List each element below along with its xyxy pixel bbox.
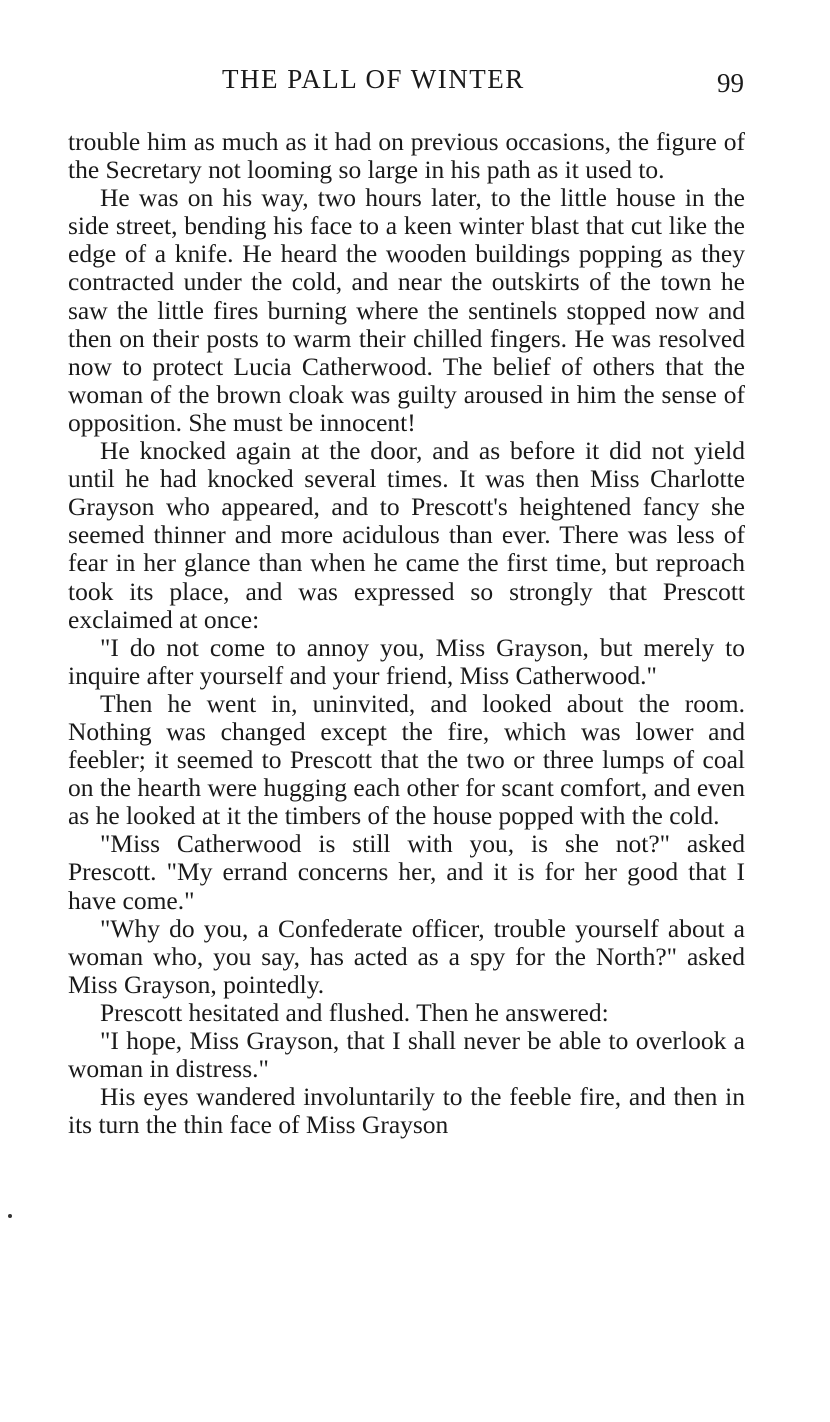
running-title: THE PALL OF WINTER xyxy=(222,64,525,94)
paragraph: "Why do you, a Confederate officer, trouble yourself about a woman who, you say, has acted as a spy for the North?" asked Miss Grayson, pointedly. xyxy=(68,913,745,999)
paragraph: His eyes wandered involuntarily to the feeble fire, and then in its turn the thin face of Miss Grayson xyxy=(68,1082,745,1140)
paragraph: "I hope, Miss Grayson, that I shall never be able to overlook a woman in distress." xyxy=(68,1026,745,1084)
stray-ink-dot xyxy=(8,1214,12,1218)
page-header xyxy=(66,62,746,96)
paragraph: Prescott hesitated and flushed. Then he answered: xyxy=(100,997,609,1027)
paragraph: Then he went in, uninvited, and looked about the room. Nothing was changed except the fire, which was lower and feebler; it seemed to Prescott that the two or three lumps of coal on the hearth were hugging each other for scant comfort, and even as he looked at it the timbers of the house popped with the cold. xyxy=(68,688,745,831)
paragraph: trouble him as much as it had on previous occasions, the figure of the Secretary not looming so large in his path as it used to. xyxy=(68,127,745,185)
page-number: 99 xyxy=(717,68,744,98)
body-text xyxy=(68,128,745,1139)
paragraph: He knocked again at the door, and as before it did not yield until he had knocked several times. It was then Miss Charlotte Grayson who appeared, and to Prescott's heightened fancy she seemed thinner and more acidulous than ever. There was less of fear in her glance than when he came the first time, but reproach took its place, and was expressed so strongly that Prescott exclaimed at once: xyxy=(68,436,745,634)
paragraph: "Miss Catherwood is still with you, is she not?" asked Prescott. "My errand concerns her, and it is for her good that I have come." xyxy=(68,829,745,915)
paragraph: He was on his way, two hours later, to the little house in the side street, bending his face to a keen winter blast that cut like the edge of a knife. He heard the wooden buildings popping as they contracted under the cold, and near the outskirts of the town he saw the little fires burning where the sentinels stopped now and then on their posts to warm their chilled fingers. He was resolved now to protect Lucia Catherwood. The belief of others that the woman of the brown cloak was guilty aroused in him the sense of opposition. She must be innocent! xyxy=(68,183,745,437)
paragraph: "I do not come to annoy you, Miss Grayson, but merely to inquire after yourself and your friend, Miss Catherwood." xyxy=(68,632,745,690)
